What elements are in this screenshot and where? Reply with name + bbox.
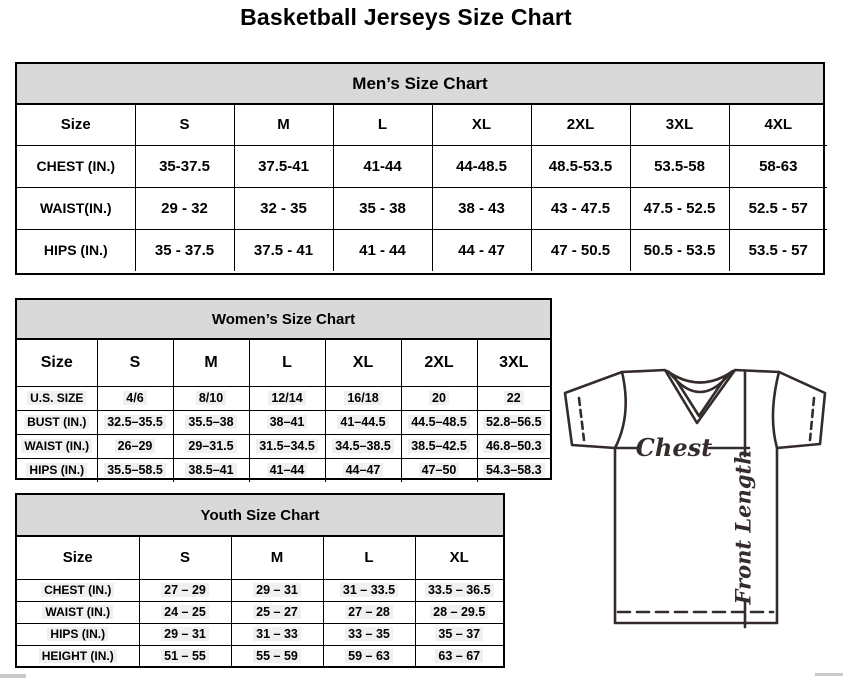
cell-value: 24 – 25 xyxy=(139,601,231,623)
cell-value: 22 xyxy=(477,386,550,410)
cell-value: 12/14 xyxy=(249,386,325,410)
column-header: 3XL xyxy=(630,105,729,145)
cell-value: 44.5–48.5 xyxy=(401,410,477,434)
cell-value: 47–50 xyxy=(401,458,477,482)
cell-value: 47 - 50.5 xyxy=(531,229,630,271)
cell-value: 25 – 27 xyxy=(231,601,323,623)
column-header: L xyxy=(333,105,432,145)
jersey-measurement-diagram xyxy=(558,360,843,675)
column-header: S xyxy=(135,105,234,145)
table-row xyxy=(17,645,503,667)
cell-value: 35 - 37.5 xyxy=(135,229,234,271)
column-header: XL xyxy=(325,340,401,386)
cell-value: 29–31.5 xyxy=(173,434,249,458)
cell-value: 35 – 37 xyxy=(415,623,503,645)
womens-size-chart xyxy=(15,298,552,480)
cell-value: 53.5 - 57 xyxy=(748,241,808,259)
cell-value: 32 - 35 xyxy=(234,187,333,229)
cell-value: 41–44.5 xyxy=(325,410,401,434)
cell-value: 33 – 35 xyxy=(323,623,415,645)
front-length-label: Front Length xyxy=(730,449,756,605)
cell-value: 54.3–58.3 xyxy=(477,458,550,482)
table-row xyxy=(17,145,827,187)
cell-value: 27 – 28 xyxy=(323,601,415,623)
table-row xyxy=(17,386,550,410)
table-row xyxy=(17,229,827,271)
cell-value: 41-44 xyxy=(333,145,432,187)
cell-value: 27 – 29 xyxy=(139,579,231,601)
row-label: WAIST(IN.) xyxy=(17,187,135,229)
column-header: L xyxy=(323,537,415,579)
cell-value: 32.5–35.5 xyxy=(97,410,173,434)
size-corner-header: Size xyxy=(17,105,135,145)
cell-value: 41 - 44 xyxy=(333,229,432,271)
cell-value: 26–29 xyxy=(97,434,173,458)
cell-value: 20 xyxy=(401,386,477,410)
cell-value: 38 - 43 xyxy=(432,187,531,229)
column-header: 2XL xyxy=(401,340,477,386)
cell-value: 29 – 31 xyxy=(231,579,323,601)
column-header: XL xyxy=(432,105,531,145)
column-header: M xyxy=(173,340,249,386)
cell-value: 35 - 38 xyxy=(333,187,432,229)
row-label: HIPS (IN.) xyxy=(17,229,135,271)
cell-value: 55 – 59 xyxy=(231,645,323,667)
cell-value: 29 - 32 xyxy=(135,187,234,229)
jersey-right-cuff-dashes xyxy=(810,398,814,440)
table-row xyxy=(17,579,503,601)
youth-size-chart xyxy=(15,493,505,668)
chest-label: Chest xyxy=(635,433,713,462)
cell-value: 53.5-58 xyxy=(630,145,729,187)
table-row xyxy=(17,601,503,623)
cell-value: 38.5–41 xyxy=(173,458,249,482)
row-label: HIPS (IN.) xyxy=(17,458,97,482)
table-row xyxy=(17,623,503,645)
cell-value: 58-63 xyxy=(729,145,827,187)
cell-value: 35.5–38 xyxy=(173,410,249,434)
cell-value: 51 – 55 xyxy=(139,645,231,667)
cell-value: 29 – 31 xyxy=(139,623,231,645)
cell-value: 4/6 xyxy=(97,386,173,410)
cell-value: 38.5–42.5 xyxy=(401,434,477,458)
cell-value: 16/18 xyxy=(325,386,401,410)
table-row xyxy=(17,410,550,434)
jersey-right-seam xyxy=(773,372,779,448)
cell-value: 34.5–38.5 xyxy=(325,434,401,458)
column-header: S xyxy=(139,537,231,579)
cell-value: 59 – 63 xyxy=(323,645,415,667)
youth-chart-header: Youth Size Chart xyxy=(17,495,503,537)
row-label: U.S. SIZE xyxy=(17,386,97,410)
column-header: M xyxy=(231,537,323,579)
column-header: S xyxy=(97,340,173,386)
cell-value: 35.5–58.5 xyxy=(97,458,173,482)
cell-value: 33.5 – 36.5 xyxy=(415,579,503,601)
cell-value: 48.5-53.5 xyxy=(531,145,630,187)
size-corner-header: Size xyxy=(17,537,139,579)
cell-value: 35-37.5 xyxy=(135,145,234,187)
cell-value: 44–47 xyxy=(325,458,401,482)
cell-value: 41–44 xyxy=(249,458,325,482)
row-label: WAIST (IN.) xyxy=(17,601,139,623)
cell-value: 31 – 33.5 xyxy=(323,579,415,601)
cell-value: 44-48.5 xyxy=(432,145,531,187)
column-header: L xyxy=(249,340,325,386)
table-row xyxy=(17,187,827,229)
cell-value: 31.5–34.5 xyxy=(249,434,325,458)
womens-chart-header: Women’s Size Chart xyxy=(17,300,550,340)
page-title: Basketball Jerseys Size Chart xyxy=(240,4,572,30)
cell-value: 50.5 - 53.5 xyxy=(630,229,729,271)
jersey-left-seam xyxy=(615,372,626,448)
scrollbar-thumb-left[interactable] xyxy=(0,674,26,678)
mens-size-chart xyxy=(15,62,825,275)
row-label: CHEST (IN.) xyxy=(17,145,135,187)
column-header: 2XL xyxy=(531,105,630,145)
column-header: 3XL xyxy=(477,340,550,386)
cell-value: 47.5 - 52.5 xyxy=(630,187,729,229)
scrollbar-thumb-right[interactable] xyxy=(815,673,843,676)
cell-value: 38–41 xyxy=(249,410,325,434)
jersey-left-cuff-dashes xyxy=(579,398,584,440)
cell-value: 28 – 29.5 xyxy=(415,601,503,623)
cell-value: 31 – 33 xyxy=(231,623,323,645)
mens-size-table xyxy=(17,105,827,271)
cell-value: 52.8–56.5 xyxy=(477,410,550,434)
column-header: M xyxy=(234,105,333,145)
row-label: HIPS (IN.) xyxy=(17,623,139,645)
cell-value: 37.5-41 xyxy=(234,145,333,187)
row-label: BUST (IN.) xyxy=(17,410,97,434)
column-header: 4XL xyxy=(729,105,827,145)
column-header: XL xyxy=(415,537,503,579)
cell-value: 43 - 47.5 xyxy=(531,187,630,229)
row-label: HEIGHT (IN.) xyxy=(17,645,139,667)
row-label: WAIST (IN.) xyxy=(17,434,97,458)
table-row xyxy=(17,434,550,458)
cell-value: 37.5 - 41 xyxy=(234,229,333,271)
womens-size-table xyxy=(17,340,550,482)
cell-value: 46.8–50.3 xyxy=(477,434,550,458)
youth-size-table xyxy=(17,537,503,667)
cell-value: 63 – 67 xyxy=(415,645,503,667)
table-row xyxy=(17,458,550,482)
cell-value: 44 - 47 xyxy=(432,229,531,271)
mens-chart-header: Men’s Size Chart xyxy=(17,64,823,105)
size-corner-header: Size xyxy=(17,340,97,386)
cell-value: 52.5 - 57 xyxy=(729,187,827,229)
cell-value: 8/10 xyxy=(173,386,249,410)
row-label: CHEST (IN.) xyxy=(17,579,139,601)
